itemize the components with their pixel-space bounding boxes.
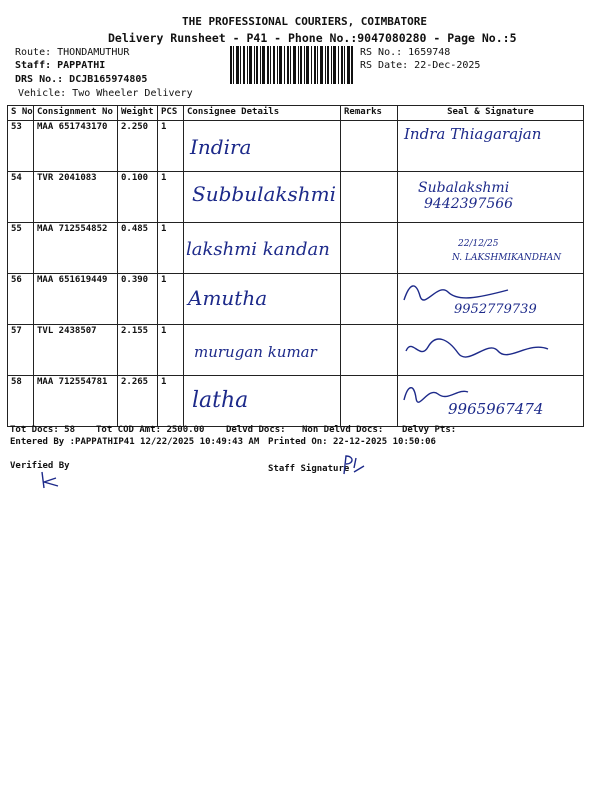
printed-on: Printed On: 22-12-2025 10:50:06 (268, 437, 436, 447)
delivered-docs: Delvd Docs: (226, 425, 286, 435)
row-consignee (184, 121, 341, 172)
row-weight: 0.390 (118, 274, 158, 325)
total-docs: Tot Docs: 58 (10, 425, 76, 435)
verified-by-label: Verified By (10, 461, 70, 471)
row-remarks (341, 121, 398, 172)
row-remarks (341, 223, 398, 274)
row-consignment: TVR 2041083 (34, 172, 118, 223)
row-consignee (184, 376, 341, 427)
row-weight: 2.155 (118, 325, 158, 376)
row-consignee (184, 223, 341, 274)
handwritten-consignee: Amutha (188, 286, 268, 310)
row-pcs: 1 (158, 274, 184, 325)
col-header-consignee: Consignee Details (184, 106, 341, 121)
row-weight: 0.100 (118, 172, 158, 223)
row-signature (398, 376, 584, 427)
verifier-signature (36, 470, 66, 490)
handwritten-signature: Indra Thiagarajan (404, 125, 542, 143)
total-cod-amount: Tot COD Amt: 2500.00 (96, 425, 205, 435)
col-header-signature: Seal & Signature (398, 106, 584, 121)
signature-scribble (398, 335, 558, 363)
row-consignment: MAA 712554781 (34, 376, 118, 427)
row-sno: 53 (8, 121, 34, 172)
vehicle-label: Vehicle: Two Wheeler Delivery (18, 88, 193, 99)
row-consignee (184, 274, 341, 325)
table-row (8, 274, 584, 325)
row-remarks (341, 376, 398, 427)
col-header-pcs: PCS (158, 106, 184, 121)
col-header-weight: Weight (118, 106, 158, 121)
handwritten-consignee: lakshmi kandan (186, 239, 330, 260)
handwritten-signature: Subalakshmi (418, 180, 510, 196)
handwritten-phone: 9442397566 (424, 196, 514, 212)
staff-signature-label: Staff Signature (268, 464, 350, 474)
handwritten-consignee: Subbulakshmi (192, 182, 337, 206)
row-pcs: 1 (158, 172, 184, 223)
handwritten-phone: 9952779739 (454, 302, 537, 317)
entered-by: Entered By :PAPPATHIP41 12/22/2025 10:49:43 AM (10, 437, 260, 447)
row-sno: 54 (8, 172, 34, 223)
handwritten-consignee: Indira (190, 135, 252, 159)
row-sno: 58 (8, 376, 34, 427)
table-row (8, 325, 584, 376)
row-remarks (341, 325, 398, 376)
non-delivered-docs: Non Delvd Docs: (302, 425, 384, 435)
signature-scribble (398, 278, 538, 304)
row-remarks (341, 274, 398, 325)
table-row (8, 223, 584, 274)
handwritten-name: N. LAKSHMIKANDHAN (452, 253, 562, 263)
row-remarks (341, 172, 398, 223)
col-header-remarks: Remarks (341, 106, 398, 121)
rs-date: RS Date: 22-Dec-2025 (360, 60, 481, 71)
row-weight: 0.485 (118, 223, 158, 274)
handwritten-date: 22/12/25 (458, 239, 499, 249)
table-row (8, 376, 584, 427)
row-consignment: MAA 712554852 (34, 223, 118, 274)
handwritten-consignee: latha (192, 388, 249, 413)
route-label: Route: THONDAMUTHUR (15, 47, 130, 58)
row-weight: 2.265 (118, 376, 158, 427)
row-sno: 55 (8, 223, 34, 274)
row-consignment: TVL 2438507 (34, 325, 118, 376)
row-consignee (184, 172, 341, 223)
row-signature (398, 172, 584, 223)
row-consignment: MAA 651743170 (34, 121, 118, 172)
runsheet-title: Delivery Runsheet - P41 - Phone No.:9047080280 - Page No.:5 (108, 31, 517, 45)
row-pcs: 1 (158, 121, 184, 172)
staff-signature (340, 454, 370, 476)
rs-number: RS No.: 1659748 (360, 47, 451, 58)
row-pcs: 1 (158, 223, 184, 274)
drs-number: DRS No.: DCJB165974805 (15, 74, 148, 85)
delivery-points: Delvy Pts: (402, 425, 457, 435)
staff-label: Staff: PAPPATHI (15, 60, 106, 71)
barcode-icon (230, 46, 354, 84)
table-header-row (8, 106, 584, 121)
runsheet-table (7, 105, 584, 427)
handwritten-phone: 9965967474 (448, 400, 544, 418)
row-consignee (184, 325, 341, 376)
row-sno: 57 (8, 325, 34, 376)
row-pcs: 1 (158, 325, 184, 376)
row-consignment: MAA 651619449 (34, 274, 118, 325)
company-name: THE PROFESSIONAL COURIERS, COIMBATORE (182, 15, 428, 28)
row-weight: 2.250 (118, 121, 158, 172)
col-header-consignment: Consignment No (34, 106, 118, 121)
row-signature (398, 223, 584, 274)
row-signature (398, 325, 584, 376)
row-sno: 56 (8, 274, 34, 325)
col-header-sno: S No (8, 106, 34, 121)
row-signature (398, 121, 584, 172)
handwritten-consignee: murugan kumar (194, 343, 317, 361)
table-row (8, 172, 584, 223)
table-row (8, 121, 584, 172)
row-pcs: 1 (158, 376, 184, 427)
row-signature (398, 274, 584, 325)
